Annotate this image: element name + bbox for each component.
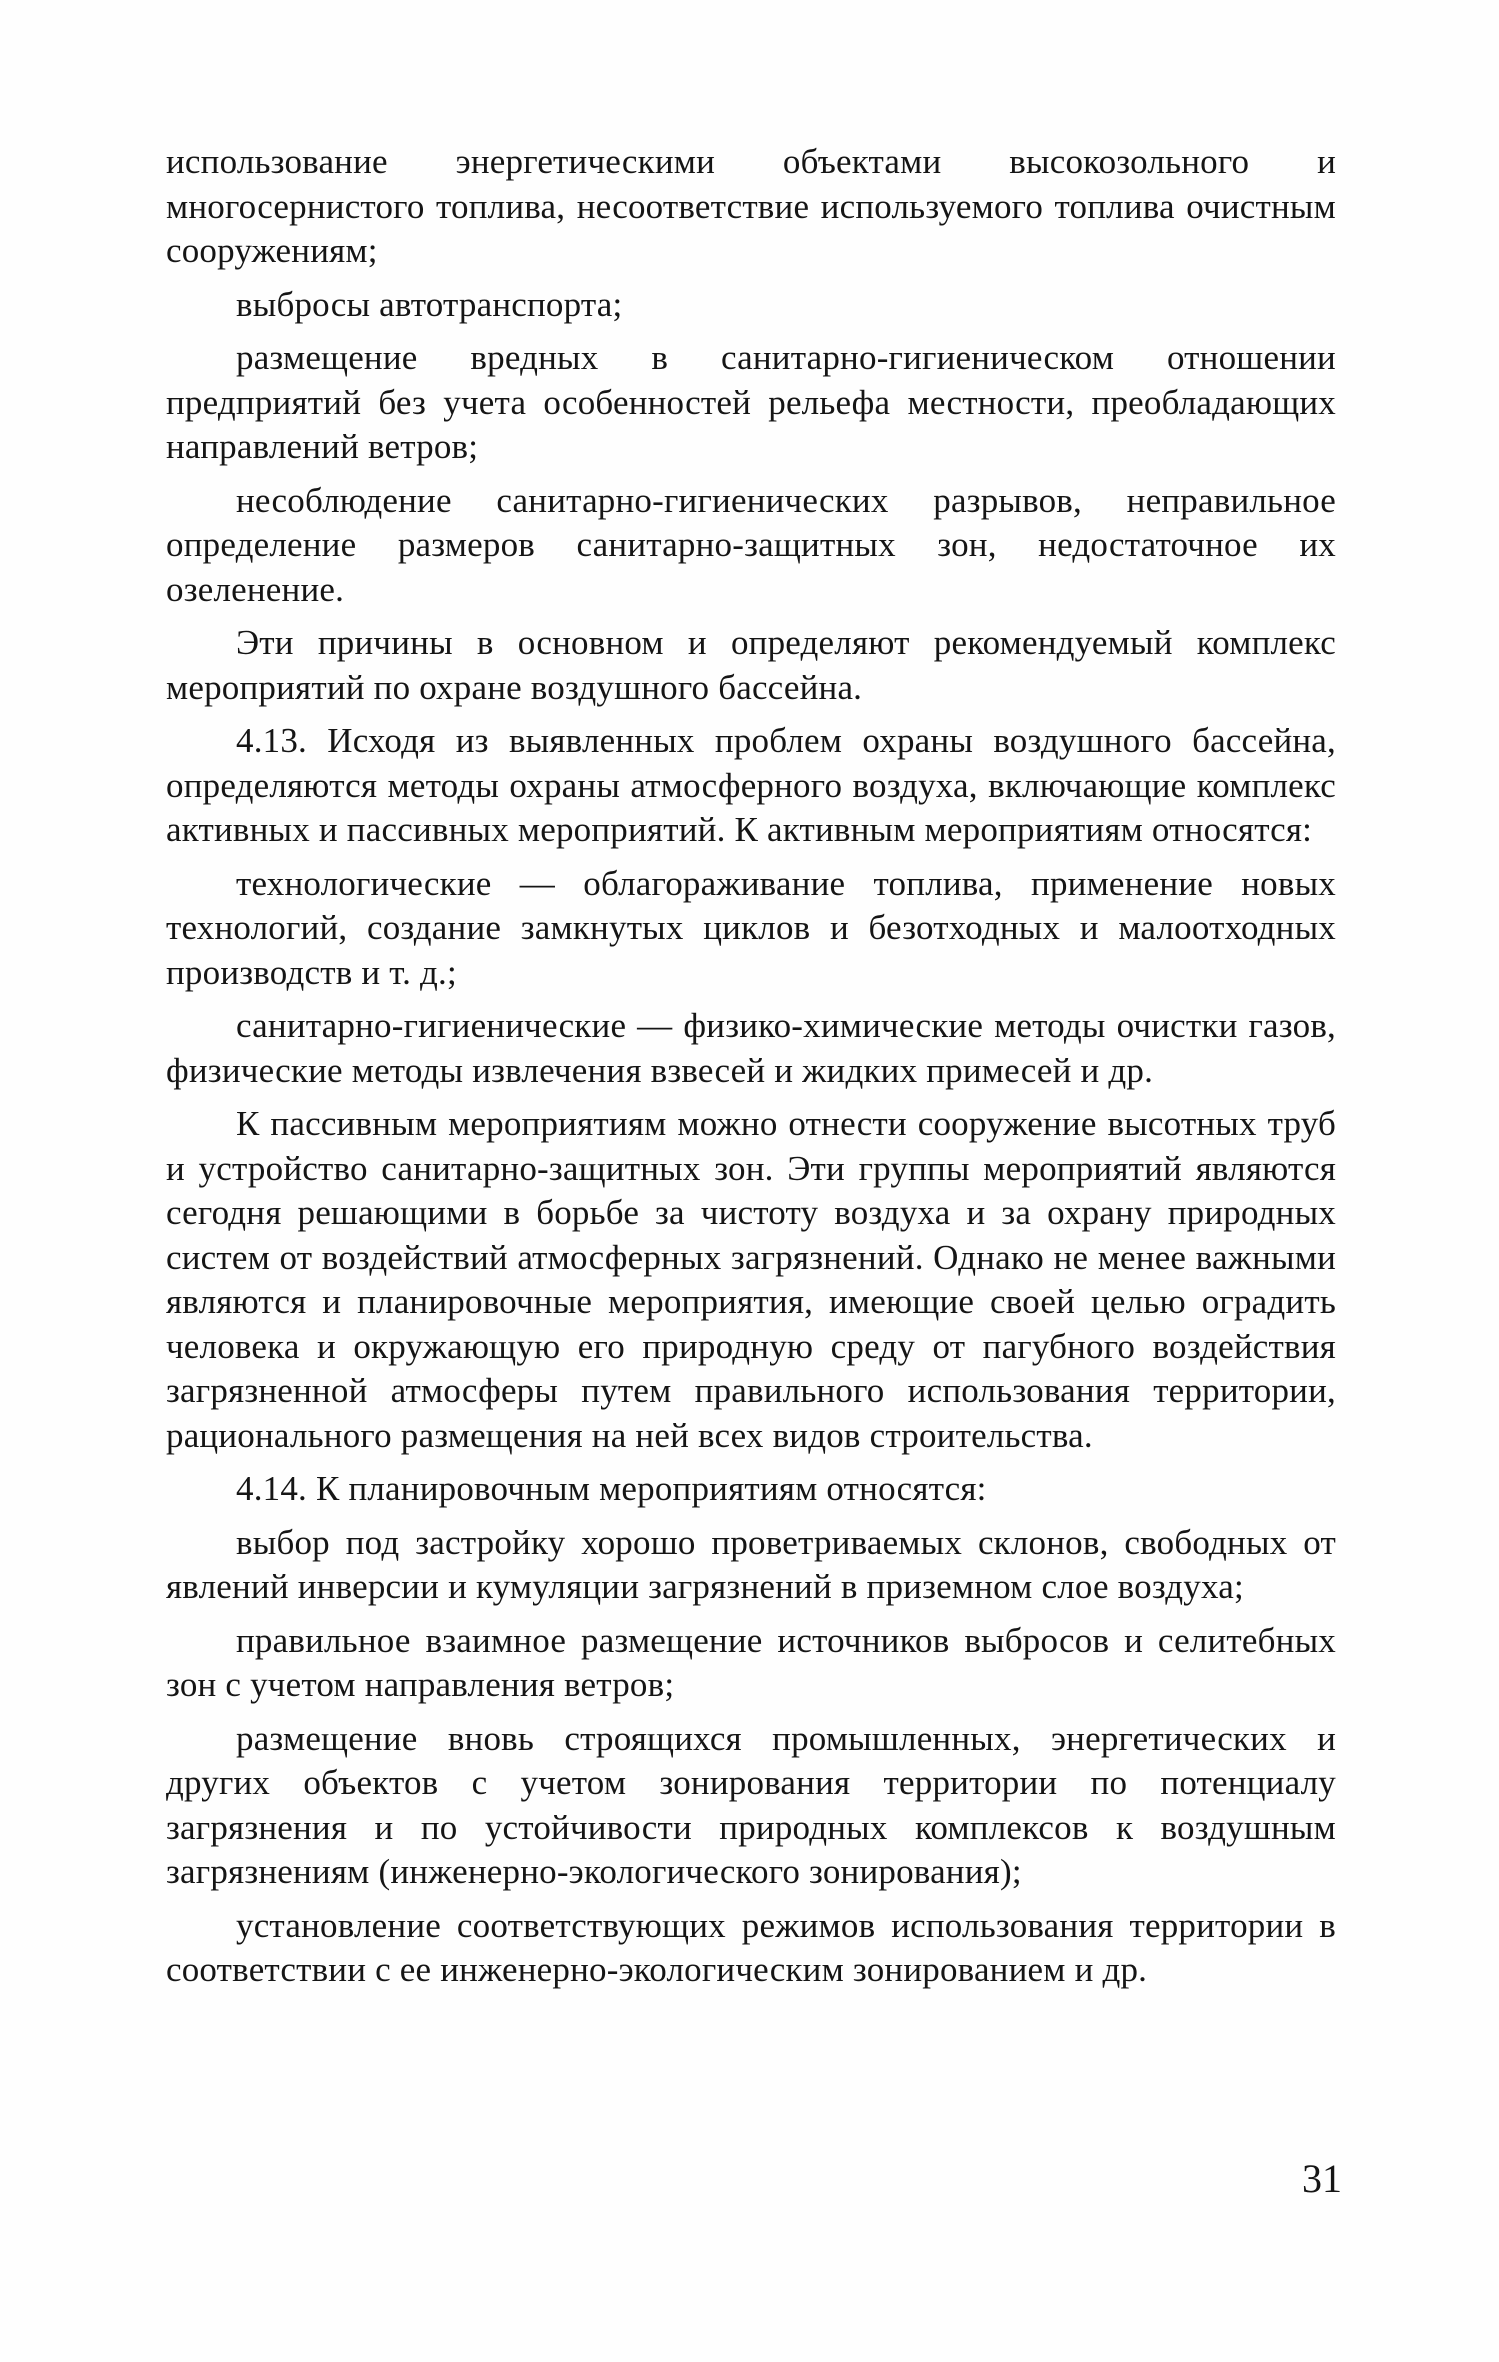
paragraph: выбросы автотранспорта; — [236, 284, 623, 324]
section-4-14-paragraph: 4.14. К планировочным мероприятиям относятся: — [236, 1469, 987, 1508]
page-number: 31 — [1302, 2156, 1342, 2201]
paragraph: санитарно-гигиенические — физико-химические методы очистки газов, физические методы извлечения взвесей и жидких примесей и др. — [166, 1006, 1336, 1090]
paragraph: Эти причины в основном и определяют рекомендуемый комплекс мероприятий по охране воздушного бассейна. — [166, 623, 1336, 707]
paragraph: несоблюдение санитарно-гигиенических разрывов, неправильное определение размеров санитарно-защитных зон, недостаточное их озеленение. — [166, 480, 1336, 609]
paragraph: правильное взаимное размещение источников выбросов и селитебных зон с учетом направления ветров; — [166, 1620, 1336, 1704]
paragraph: размещение вновь строящихся промышленных, энергетических и других объектов с учетом зонирования территории по потенциалу загрязнения и по устойчивости природных комплексов к воздушным загрязнениям (инженерно-экологического зонирования); — [166, 1718, 1336, 1891]
paragraph: технологические — облагораживание топлива, применение новых технологий, создание замкнутых циклов и безотходных и малоотходных производств и т. д.; — [166, 863, 1336, 992]
paragraph-continuation: использование энергетическими объектами высокозольного и многосернистого топлива, несоответствие используемого топлива очистным сооружениям; — [166, 142, 1336, 270]
paragraph: размещение вредных в санитарно-гигиеническом отношении предприятий без учета особенностей рельефа местности, преобладающих направлений ветров; — [166, 338, 1336, 466]
paragraph: выбор под застройку хорошо проветриваемых склонов, свободных от явлений инверсии и кумуляции загрязнений в приземном слое воздуха; — [166, 1522, 1336, 1606]
body-text — [166, 140, 1336, 2002]
section-4-13-paragraph: 4.13. Исходя из выявленных проблем охраны воздушного бассейна, определяются методы охраны атмосферного воздуха, включающие комплекс активных и пассивных мероприятий. К активным мероприятиям относятся: — [166, 721, 1336, 849]
paragraph: К пассивным мероприятиям можно отнести сооружение высотных труб и устройство санитарно-защитных зон. Эти группы мероприятий являются сегодня решающими в борьбе за чистоту воздуха и за охрану природных систем от воздействий атмосферных загрязнений. Однако не менее важными являются и планировочные мероприятия, имеющие своей целью оградить человека и окружающую его природную среду от пагубного воздействия загрязненной атмосферы путем правильного использования территории, рационального размещения на ней всех видов строительства. — [166, 1104, 1336, 1455]
paragraph: установление соответствующих режимов использования территории в соответствии с ее инженерно-экологическим зонированием и др. — [166, 1905, 1336, 1989]
